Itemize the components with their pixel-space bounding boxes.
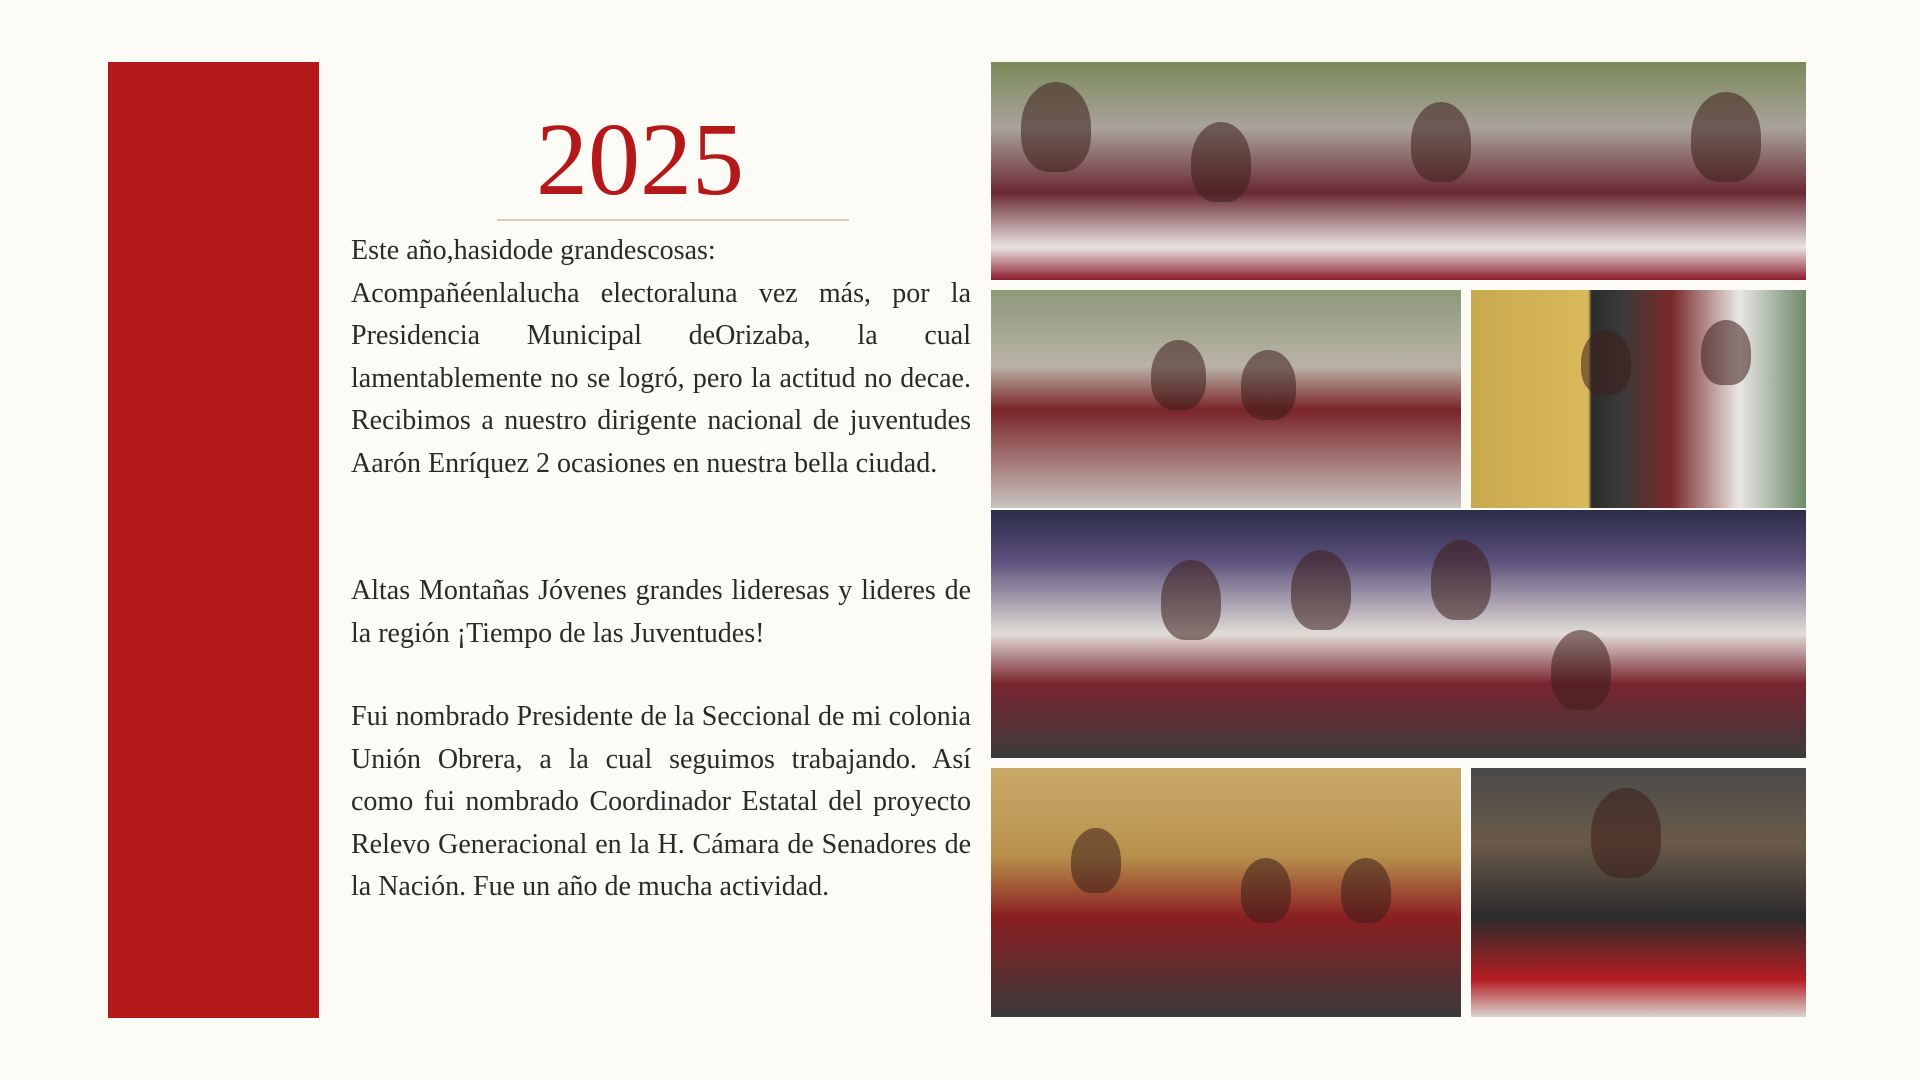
appointments-text: Fui nombrado Presidente de la Seccional de mi colonia Unión Obrera, a la cual seguimos trabajando. Así como fui nombrado Coordinador Estatal del proyecto Relevo Generacional en la H. Cámara de Senadores de la Nación. Fue un año de mucha actividad. [351, 701, 971, 902]
photo-senate-chamber [1471, 768, 1806, 1017]
photo-street-march [991, 290, 1461, 508]
photo-youth-meeting [991, 510, 1806, 758]
photo-door-to-door [1471, 290, 1806, 508]
photo-community-event [991, 768, 1461, 1017]
photo-group-rally [991, 62, 1806, 280]
heading-underline [497, 219, 849, 221]
paragraph-campaign [351, 230, 971, 485]
campaign-text: Acompañéenlalucha electoraluna vez más, por la Presidencia Municipal deOrizaba, la cual lamentablemente no se logró, pero la actitud no decae. Recibimos a nuestro dirigente nacional de juventudes Aarón Enríquez 2 ocasiones en nuestra bella ciudad. [351, 277, 971, 479]
paragraph-youth [351, 570, 971, 655]
year-heading: 2025 [536, 102, 744, 217]
intro-line: Este año,hasidode grandescosas: [351, 235, 716, 266]
paragraph-appointments [351, 696, 971, 909]
red-accent-bar [108, 62, 319, 1018]
youth-text: Altas Montañas Jóvenes grandes lideresas y lideres de la región ¡Tiempo de las Juventudes! [351, 575, 971, 649]
